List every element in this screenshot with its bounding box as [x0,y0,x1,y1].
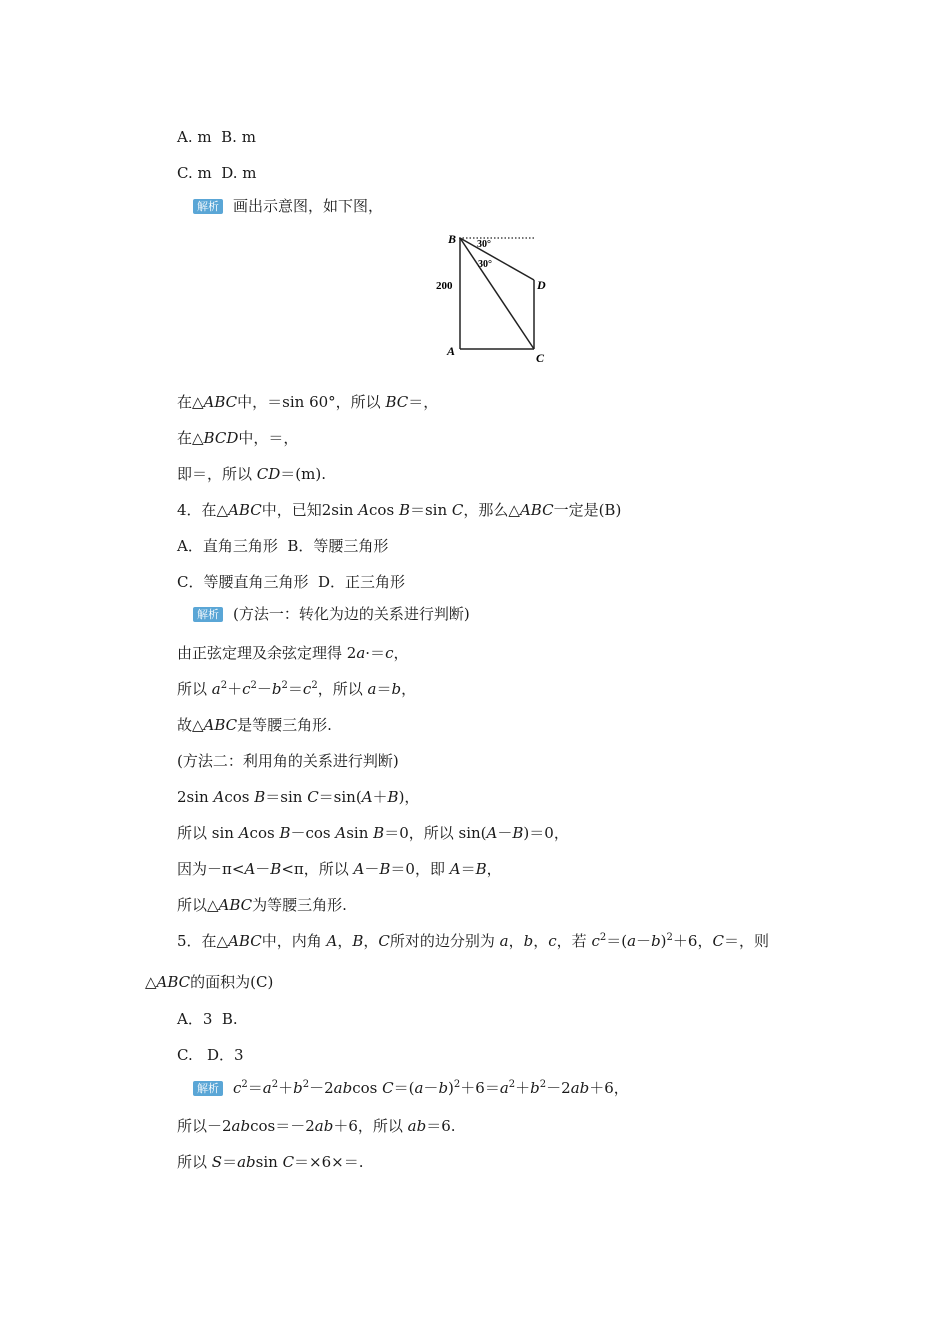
q5-stem-line-1: 5．在△ABC中，内角 A，B，C所对的边分别为 a，b，c，若 $c^2=(a-b)^2+6$，C＝，则 [177,932,769,950]
q4-solution-line-2: 所以 $a^2+c^2-b^2=c^2$，所以 a＝b， [177,680,417,698]
q3-solution-line-3: 即＝，所以 CD＝(m). [177,465,326,483]
q4-solution-line-3: 故△ABC是等腰三角形. [177,716,332,734]
angle-label-2: 30° [478,259,492,270]
q4-solution-line-7: 因为－π<A－B<π，所以 A－B＝0，即 A＝B， [177,860,502,878]
q3-options-ab: A. m B. m [177,128,256,146]
label-c: C [536,351,545,365]
q5-options-ab: A．3 B. [177,1010,238,1028]
q4-solution-line-1: 由正弦定理及余弦定理得 2a·＝c， [177,644,409,662]
q3-solution-line-2: 在△BCD中，＝， [177,429,299,447]
q5-solution-line-3: 所以 S＝absin C＝×6×＝. [177,1153,364,1171]
q3-options-cd: C. m D. m [177,164,257,182]
q3-solution-header [193,196,383,216]
q5-solution-line-1: 解析 $c^2=a^2+b^2-2abcos$ $C=(a-b)^2+6=a^2+b^2-2ab+6$， [193,1078,629,1098]
segment-bc [460,238,534,349]
segment-bd [460,238,534,280]
q3-solution-intro: 画出示意图，如下图， [233,197,384,215]
q5-stem-line-2: △ABC的面积为(C) [145,973,274,991]
label-200: 200 [436,280,453,292]
label-b: B [448,232,457,246]
angle-label-1: 30° [477,239,491,250]
triangle-figure [425,225,560,370]
solution-badge: 解析 [193,1081,223,1096]
q4-options-cd: C．等腰直角三角形 D．正三角形 [177,573,406,591]
q4-solution-line-6: 所以 sin Acos B－cos Asin B＝0，所以 sin(A－B)＝0， [177,824,569,842]
q3-solution-line-1: 在△ABC中，＝sin 60°，所以 BC＝， [177,393,439,411]
solution-badge: 解析 [193,199,223,214]
q4-solution-header [193,604,470,624]
q4-solution-line-8: 所以△ABC为等腰三角形. [177,896,347,914]
q5-options-cd: C. D．3 [177,1046,244,1064]
label-d: D [537,278,546,292]
q4-method-1-title: (方法一：转化为边的关系进行判断) [233,605,470,623]
label-a: A [447,344,456,358]
q4-options-ab: A．直角三角形 B．等腰三角形 [177,537,389,555]
q4-stem: 4．在△ABC中，已知2sin Acos B＝sin C，那么△ABC一定是(B) [177,501,622,519]
q4-solution-line-5: 2sin Acos B＝sin C＝sin(A＋B)， [177,788,420,806]
q4-method-2-title: (方法二：利用角的关系进行判断) [177,752,399,770]
solution-badge: 解析 [193,607,223,622]
q5-solution-line-2: 所以－2abcos＝－2ab＋6，所以 ab＝6. [177,1117,456,1135]
